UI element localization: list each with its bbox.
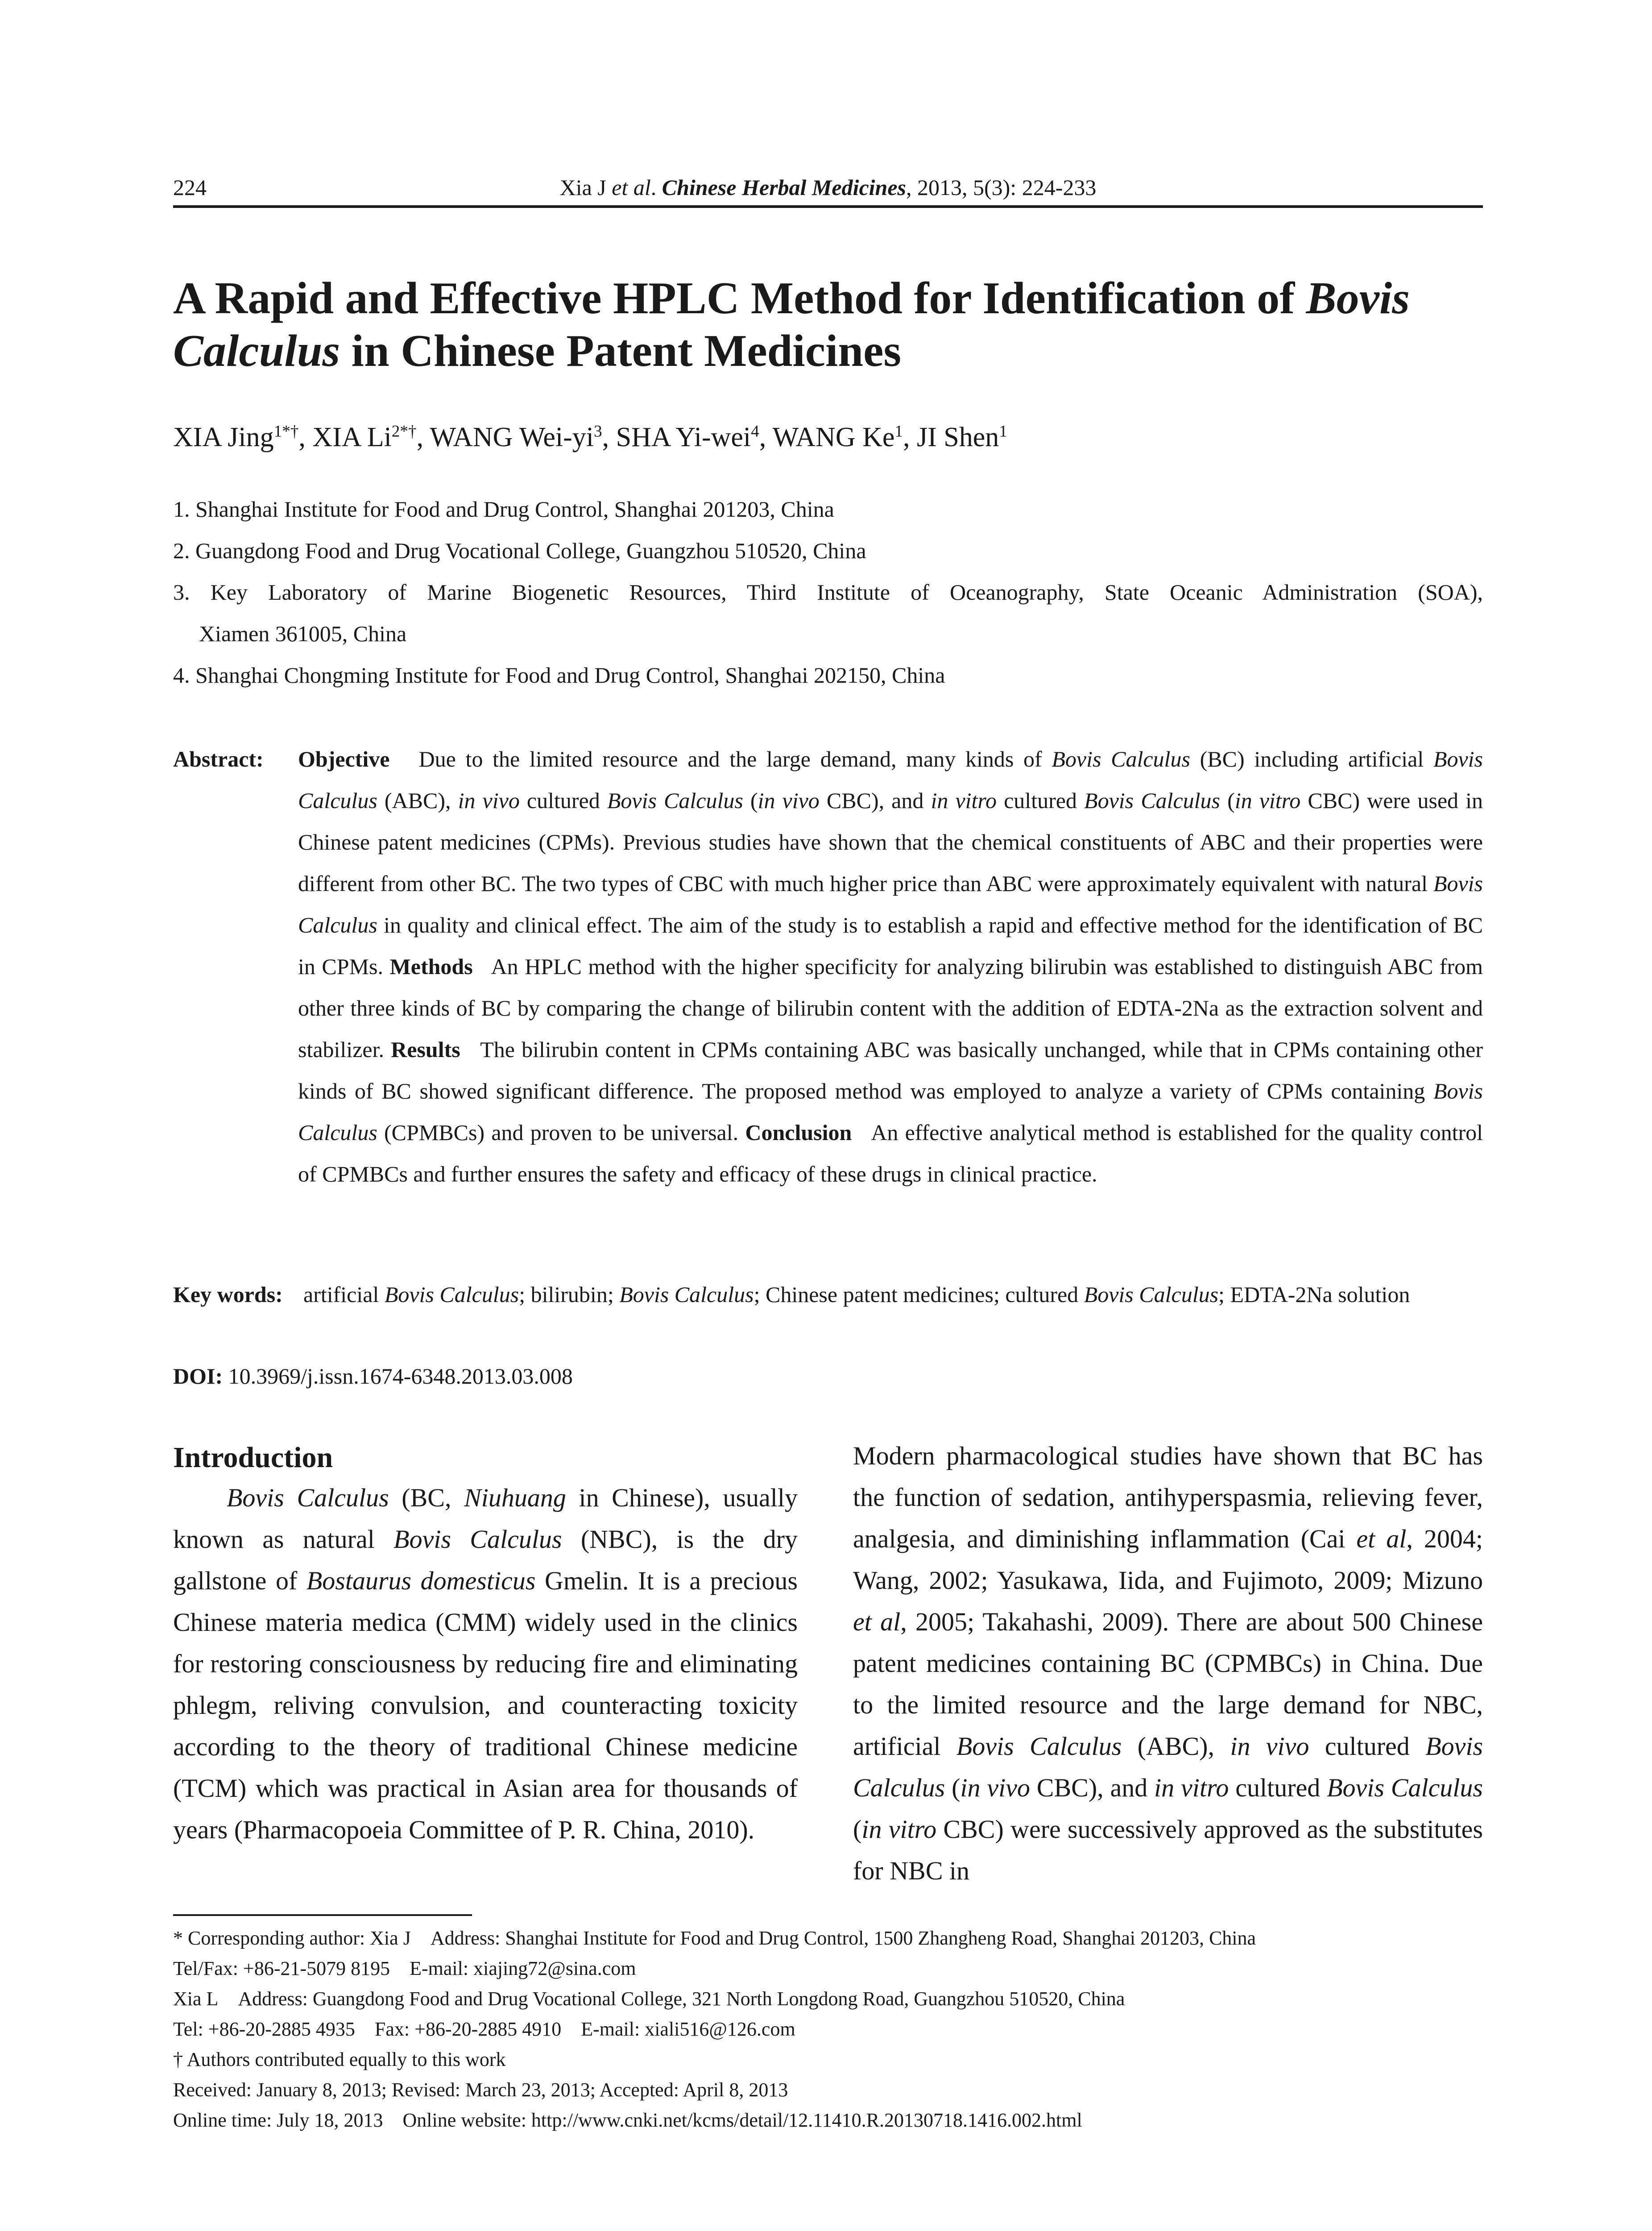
- doi: [173, 1356, 573, 1397]
- affiliation-1: 1. Shanghai Institute for Food and Drug Control, Shanghai 201203, China: [173, 497, 834, 522]
- corr1-label: * Corresponding author: Xia J: [173, 1927, 411, 1949]
- paper-title: [173, 272, 1483, 377]
- author-sup: 3: [594, 422, 602, 441]
- author-sup: 1*†: [273, 422, 299, 441]
- footnote-corresponding-1: [173, 1923, 1483, 1953]
- keywords-text: artificial Bovis Calculus; bilirubin; Bovis Calculus; Chinese patent medicines; cultured Bovis Calculus; EDTA-2Na solution: [303, 1282, 1410, 1307]
- objective-text: Due to the limited resource and the large demand, many kinds of Bovis Calculus (BC) including artificial Bovis Calculus (ABC), in vivo cultured Bovis Calculus (in vivo CBC), and in vitro cultured Bovis Calculus (in vitro CBC) were used in Chinese patent medicines (CPMs). Previous studies have shown that the chemical constituents of ABC and their properties were different from other BC. The two types of CBC with much higher price than ABC were approximately equivalent with natural Bovis Calculus in quality and clinical effect. The aim of the study is to establish a rapid and effective method for the identification of BC in CPMs.: [298, 746, 1483, 979]
- corr2-email: E-mail: xiali516@126.com: [581, 2018, 795, 2040]
- keywords-label: Key words:: [173, 1282, 283, 1307]
- intro-right-column: [853, 1435, 1483, 1891]
- journal-citation: [173, 174, 1483, 201]
- doi-value: 10.3969/j.issn.1674-6348.2013.03.008: [228, 1364, 573, 1389]
- footnote-divider: [173, 1914, 472, 1916]
- affiliation-3-cont: Xiamen 361005, China: [199, 621, 407, 646]
- citation-journal: Chinese Herbal Medicines: [662, 175, 906, 200]
- footnote-corr2-contact: [173, 2014, 1483, 2044]
- footnote-online: [173, 2105, 1483, 2136]
- doi-label: DOI:: [173, 1364, 223, 1389]
- intro-paragraph: Bovis Calculus (BC, Niuhuang in Chinese), usually known as natural Bovis Calculus (NBC), is the dry gallstone of Bostaurus domesticus Gmelin. It is a precious Chinese materia medica (CMM) widely used in the clinics for restoring consciousness by reducing fire and eliminating phlegm, reliving convulsion, and counteracting toxicity according to the theory of traditional Chinese medicine (TCM) which was practical in Asian area for thousands of years (Pharmacopoeia Committee of P. R. China, 2010).: [173, 1483, 798, 1844]
- online-website: Online website: http://www.cnki.net/kcms/detail/12.11410.R.20130718.1416.002.html: [402, 2109, 1082, 2131]
- running-header: [173, 174, 1483, 208]
- corr1-address: Address: Shanghai Institute for Food and Drug Control, 1500 Zhangheng Road, Shanghai 201203, China: [430, 1927, 1256, 1949]
- author-name: JI Shen: [917, 422, 999, 452]
- citation-volume: , 2013, 5(3): 224-233: [906, 175, 1097, 200]
- footnote-corr1-contact: [173, 1953, 1483, 1984]
- author-name: XIA Jing: [173, 422, 274, 452]
- intro-paragraph-cont: Modern pharmacological studies have shown that BC has the function of sedation, antihyperspasmia, relieving fever, analgesia, and diminishing inflammation (Cai et al, 2004; Wang, 2002; Yasukawa, Iida, and Fujimoto, 2009; Mizuno et al, 2005; Takahashi, 2009). There are about 500 Chinese patent medicines containing BC (CPMBCs) in China. Due to the limited resource and the large demand for NBC, artificial Bovis Calculus (ABC), in vivo cultured Bovis Calculus (in vivo CBC), and in vitro cultured Bovis Calculus (in vitro CBC) were successively approved as the substitutes for NBC in: [853, 1441, 1483, 1885]
- intro-left-column: [173, 1477, 798, 1850]
- affiliation-2: 2. Guangdong Food and Drug Vocational College, Guangzhou 510520, China: [173, 538, 866, 563]
- corr1-telfax: Tel/Fax: +86-21-5079 8195: [173, 1957, 390, 1979]
- footnote-corresponding-2: [173, 1984, 1483, 2014]
- section-heading-introduction: Introduction: [173, 1441, 333, 1474]
- results-label: Results: [391, 1037, 460, 1062]
- author-sup: 2*†: [391, 422, 417, 441]
- author-sup: 1: [894, 422, 903, 441]
- conclusion-label: Conclusion: [745, 1120, 852, 1145]
- abstract-body: [298, 738, 1483, 1195]
- corr2-fax: Fax: +86-20-2885 4910: [374, 2018, 562, 2040]
- corr2-address: Address: Guangdong Food and Drug Vocational College, 321 North Longdong Road, Guangzhou 510520, China: [238, 1988, 1125, 2010]
- conclusion-text: An effective analytical method is established for the quality control of CPMBCs and further ensures the safety and efficacy of these drugs in clinical practice.: [298, 1120, 1483, 1186]
- methods-label: Methods: [389, 954, 473, 979]
- page-number: 224: [173, 175, 207, 200]
- online-time: Online time: July 18, 2013: [173, 2109, 383, 2131]
- affiliation-4: 4. Shanghai Chongming Institute for Food and Drug Control, Shanghai 202150, China: [173, 663, 945, 688]
- author-name: WANG Wei-yi: [430, 422, 594, 452]
- affiliation-3: 3. Key Laboratory of Marine Biogenetic Resources, Third Institute of Oceanography, State Oceanic Administration (SOA),: [173, 580, 1483, 605]
- author-name: WANG Ke: [772, 422, 895, 452]
- title-italic: Bovis Calculus: [173, 273, 1410, 376]
- footnotes: [173, 1923, 1483, 2136]
- footnote-dates: Received: January 8, 2013; Revised: March 23, 2013; Accepted: April 8, 2013: [173, 2079, 788, 2101]
- corr1-email: E-mail: xiajing72@sina.com: [410, 1957, 636, 1979]
- author-name: XIA Li: [312, 422, 392, 452]
- citation-etal: et al: [612, 175, 651, 200]
- citation-period: .: [650, 175, 662, 200]
- author-sup: 4: [751, 422, 759, 441]
- author-name: SHA Yi-wei: [616, 422, 751, 452]
- affiliations: [173, 489, 1483, 696]
- results-text: The bilirubin content in CPMs containing ABC was basically unchanged, while that in CPMs containing other kinds of BC showed significant difference. The proposed method was employed to analyze a variety of CPMs containing Bovis Calculus (CPMBCs) and proven to be universal.: [298, 1037, 1483, 1145]
- title-part2: in Chinese Patent Medicines: [340, 326, 902, 376]
- abstract-label: Abstract:: [173, 746, 264, 771]
- methods-text: An HPLC method with the higher specificity for analyzing bilirubin was established to distinguish ABC from other three kinds of BC by comparing the change of bilirubin content with the addition of EDTA-2Na as the extraction solvent and stabilizer.: [298, 954, 1483, 1062]
- title-part1: A Rapid and Effective HPLC Method for Identification of: [173, 273, 1306, 323]
- objective-label: Objective: [298, 746, 390, 771]
- corr2-tel: Tel: +86-20-2885 4935: [173, 2018, 355, 2040]
- citation-authors: Xia J: [559, 175, 612, 200]
- author-sup: 1: [999, 422, 1007, 441]
- author-list: XIA Jing$^{1*\dagger}$, XIA $Li^{2*\dagger}$, WANG Wei-$yi^3$, SHA Yi-wei$^4$, WANG Ke$^1$, JI Shen$^1$: [173, 422, 1007, 452]
- footnote-equal-contribution: † Authors contributed equally to this work: [173, 2049, 506, 2070]
- corr2-name: Xia L: [173, 1988, 219, 2010]
